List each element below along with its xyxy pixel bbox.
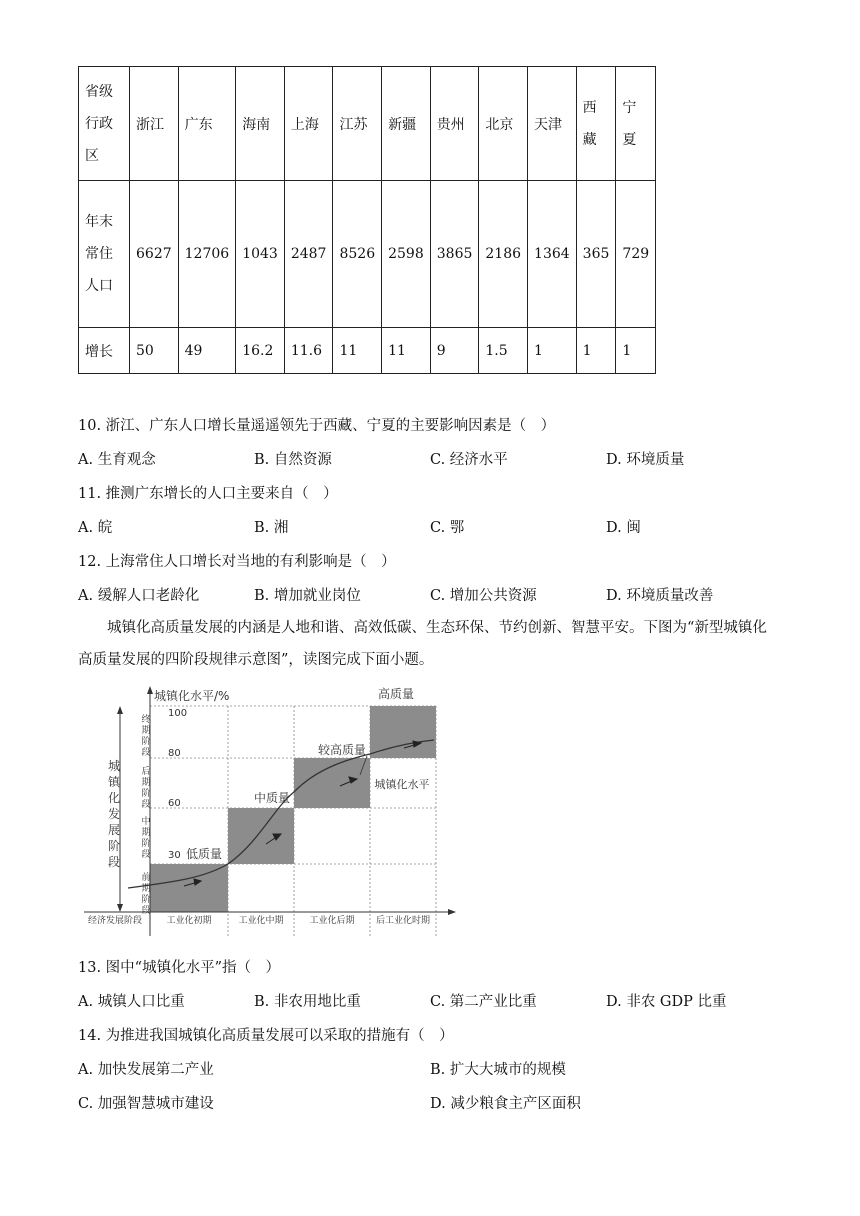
y-axis-label-char: 段 <box>107 855 121 869</box>
urbanization-stage-diagram <box>84 682 464 944</box>
y-axis-label-char: 化 <box>107 791 121 805</box>
population-cell: 2598 <box>382 181 431 328</box>
growth-cell: 1 <box>576 328 616 374</box>
province-cell: 北京 <box>479 67 528 181</box>
population-label-cell <box>79 181 130 328</box>
q12-option-a: A. 缓解人口老龄化 <box>78 588 200 604</box>
growth-cell: 9 <box>430 328 479 374</box>
q14-option-b: B. 扩大大城市的规模 <box>430 1062 566 1078</box>
stage-label-char: 终 <box>141 715 151 725</box>
y-axis-arrow <box>147 686 153 694</box>
x-category-label: 工业化后期 <box>309 916 355 926</box>
stage-label-char: 期 <box>141 828 151 838</box>
q11-option-a: A. 皖 <box>78 520 113 536</box>
growth-cell: 11 <box>333 328 382 374</box>
population-cell: 12706 <box>178 181 236 328</box>
y-axis-label-char: 发 <box>107 807 121 821</box>
population-cell: 1043 <box>236 181 285 328</box>
province-cell: 新疆 <box>382 67 431 181</box>
y-tick-label: 100 <box>168 708 188 719</box>
q12-option-c: C. 增加公共资源 <box>430 588 537 604</box>
province-cell: 广东 <box>178 67 236 181</box>
q12-option-d: D. 环境质量改善 <box>606 588 714 604</box>
q13-option-a: A. 城镇人口比重 <box>78 994 185 1010</box>
q10-option-a: A. 生育观念 <box>78 452 156 468</box>
province-cell: 浙江 <box>130 67 179 181</box>
population-cell: 2487 <box>284 181 333 328</box>
q11-option-d: D. 闽 <box>606 520 641 536</box>
x-category-label: 工业化初期 <box>166 916 212 926</box>
growth-cell: 1 <box>616 328 656 374</box>
question-13-stem: 13. 图中“城镇化水平”指（ ） <box>78 960 280 976</box>
stage-label-char: 期 <box>141 778 151 788</box>
stage-label-char: 阶 <box>141 737 151 747</box>
growth-cell: 1 <box>528 328 577 374</box>
province-label: 西藏 <box>582 99 597 148</box>
stage-label-char: 阶 <box>141 895 151 905</box>
province-cell: 海南 <box>236 67 285 181</box>
growth-label-cell: 增长 <box>79 328 130 374</box>
table-row-population <box>79 181 656 328</box>
growth-cell: 49 <box>178 328 236 374</box>
y-axis-label-char: 展 <box>107 823 121 837</box>
stage-label-char: 阶 <box>141 839 151 849</box>
q12-option-b: B. 增加就业岗位 <box>254 588 361 604</box>
q14-option-a: A. 加快发展第二产业 <box>78 1062 214 1078</box>
y-tick-label: 30 <box>168 850 181 861</box>
x-axis-arrow <box>448 909 456 915</box>
growth-cell: 11 <box>382 328 431 374</box>
quality-label-higher: 较高质量 <box>317 743 367 757</box>
stage-label-char: 阶 <box>141 789 151 799</box>
low-quality-block <box>150 864 228 912</box>
province-label: 宁夏 <box>622 99 637 148</box>
question-14-stem: 14. 为推进我国城镇化高质量发展可以采取的措施有（ ） <box>78 1028 454 1044</box>
quality-label-medium: 中质量 <box>253 791 291 805</box>
stage-label-char: 前 <box>141 873 151 883</box>
province-cell: 天津 <box>528 67 577 181</box>
q13-option-d: D. 非农 GDP 比重 <box>606 994 727 1010</box>
population-cell: 1364 <box>528 181 577 328</box>
q10-option-d: D. 环境质量 <box>606 452 685 468</box>
header-label-cell <box>79 67 130 181</box>
quality-label-high: 高质量 <box>377 687 415 701</box>
stage-label-char: 中 <box>141 817 151 827</box>
growth-cell: 1.5 <box>479 328 528 374</box>
q13-option-c: C. 第二产业比重 <box>430 994 537 1010</box>
population-cell: 3865 <box>430 181 479 328</box>
question-11-stem: 11. 推测广东增长的人口主要来自（ ） <box>78 486 338 502</box>
q10-option-c: C. 经济水平 <box>430 452 508 468</box>
population-cell: 2186 <box>479 181 528 328</box>
question-12-stem: 12. 上海常住人口增长对当地的有利影响是（ ） <box>78 554 396 570</box>
q14-option-d: D. 减少粮食主产区面积 <box>430 1096 581 1112</box>
province-cell <box>616 67 656 181</box>
y-axis-label-char: 镇 <box>107 775 121 789</box>
stage-label-char: 段 <box>141 800 151 810</box>
province-cell <box>576 67 616 181</box>
q14-option-c: C. 加强智慧城市建设 <box>78 1096 214 1112</box>
x-category-label: 后工业化时期 <box>375 916 431 926</box>
growth-cell: 50 <box>130 328 179 374</box>
stage-label-char: 段 <box>141 850 151 860</box>
passage-text: 城镇化高质量发展的内涵是人地和谐、高效低碳、生态环保、节约创新、智慧平安。下图为“新型城镇化高质量发展的四阶段规律示意图”，读图完成下面小题。 <box>78 620 767 668</box>
q10-option-b: B. 自然资源 <box>254 452 332 468</box>
y-axis-label-char: 城 <box>107 759 121 773</box>
stage-label-char: 段 <box>141 748 151 758</box>
y-tick-label: 60 <box>168 798 181 809</box>
y-tick-label: 80 <box>168 748 181 759</box>
x-axis-title: 经济发展阶段 <box>88 916 143 926</box>
population-cell: 8526 <box>333 181 382 328</box>
table-row-growth <box>79 328 656 374</box>
province-cell: 贵州 <box>430 67 479 181</box>
header-label: 省级行政区 <box>85 83 113 164</box>
quality-label-low: 低质量 <box>185 847 223 861</box>
question-10-stem: 10. 浙江、广东人口增长量遥遥领先于西藏、宁夏的主要影响因素是（ ） <box>78 418 556 434</box>
q13-option-b: B. 非农用地比重 <box>254 994 361 1010</box>
y-axis-label-char: 阶 <box>107 839 121 853</box>
q11-option-b: B. 湘 <box>254 520 289 536</box>
stage-label-char: 期 <box>141 884 151 894</box>
stage-label-char: 段 <box>141 906 151 916</box>
x-category-label: 工业化中期 <box>238 916 284 926</box>
population-table <box>78 66 656 374</box>
table-row-header <box>79 67 656 181</box>
growth-cell: 16.2 <box>236 328 285 374</box>
population-cell: 6627 <box>130 181 179 328</box>
stage-label-char: 后 <box>141 767 151 777</box>
population-cell: 365 <box>576 181 616 328</box>
curve-label: 城镇化水平 <box>374 778 430 791</box>
q11-option-c: C. 鄂 <box>430 520 465 536</box>
growth-cell: 11.6 <box>284 328 333 374</box>
population-cell: 729 <box>616 181 656 328</box>
y-axis-title: 城镇化水平/% <box>154 689 230 703</box>
province-cell: 江苏 <box>333 67 382 181</box>
stage-label-char: 期 <box>141 726 151 736</box>
province-cell: 上海 <box>284 67 333 181</box>
population-label: 年末常住人口 <box>85 214 113 294</box>
